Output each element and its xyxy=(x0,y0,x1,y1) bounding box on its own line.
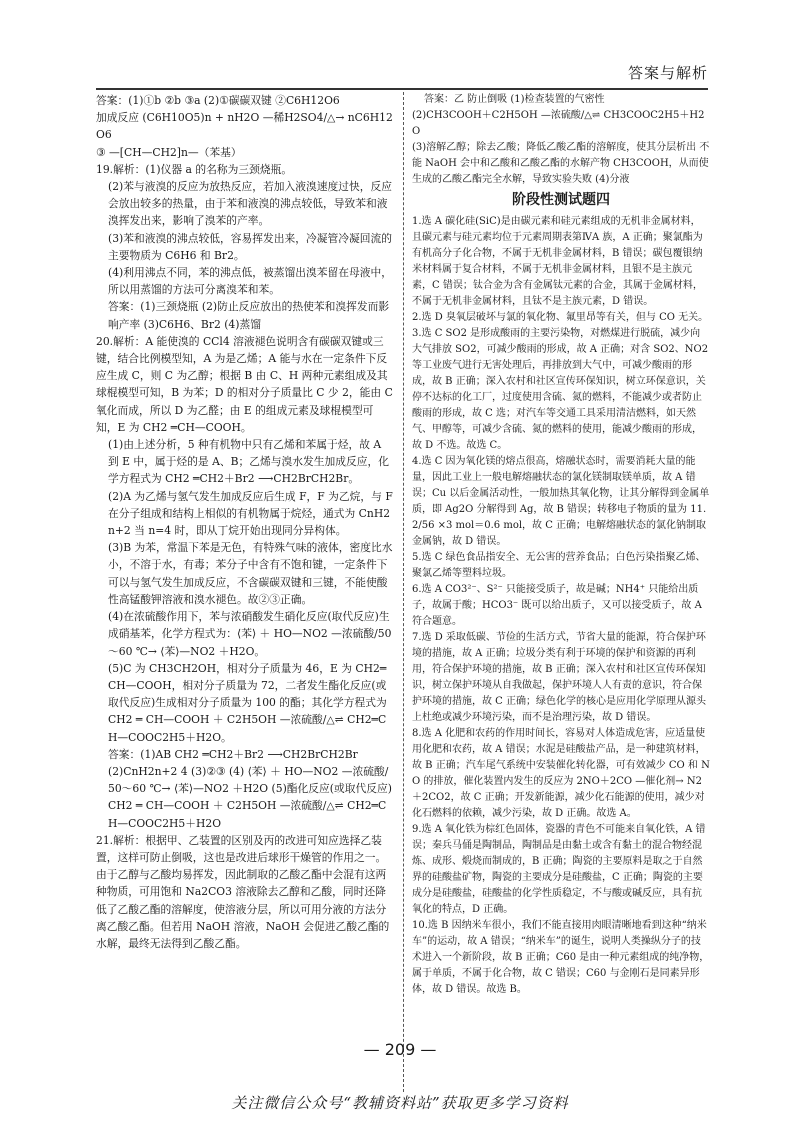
test4-q6: 6.选 A CO3²⁻、S²⁻ 只能接受质子，故是碱；NH4⁺ 只能给出质子，故属于酸；HCO3⁻ 既可以给出质子，又可以接受质子，故 A 符合题意。 xyxy=(412,584,702,627)
section-title: 阶段性测试题四 xyxy=(512,192,610,208)
left-column xyxy=(96,92,394,952)
q20-answer-cont: (2)CnH2n+2 4 (3)②③ (4) ⟨苯⟩ ＋ HO—NO2 —浓硫酸/50～60 ℃→ ⟨苯⟩—NO2 ＋H2O (5)酯化反应(或取代反应) CH2 ═ CH—COOH ＋ C2H5OH —浓硫酸/△⇌ CH2═CH—COOC2H5＋H2O xyxy=(108,764,392,830)
q19-analysis: 19.解析：(1)仪器 a 的名称为三颈烧瓶。 xyxy=(96,162,293,176)
q21-answer-3: (3)溶解乙醇；除去乙酸；降低乙酸乙酯的溶解度，使其分层析出 不能 NaOH 会中和乙酸和乙酸乙酯的水解产物 CH3COOH，从而使生成的乙酸乙酯完全水解，导致实验失败 (4)分液 xyxy=(412,142,710,185)
q20-part3: (3)B 为苯，常温下苯是无色，有特殊气味的液体，密度比水小，不溶于水，有毒；苯分子中含有不饱和键，一定条件下可以与氢气发生加成反应，不含碳碳双键和三键，不能使酸性高锰酸钾溶液和溴水褪色。故②③正确。 xyxy=(108,541,393,606)
footer-note: 关注微信公众号“教辅资料站”获取更多学习资料 xyxy=(231,1094,569,1112)
column-divider xyxy=(403,92,404,1092)
q19-part4: (4)利用沸点不同，苯的沸点低，被蒸馏出溴苯留在母液中，所以用蒸馏的方法可分离溴苯和苯。 xyxy=(108,266,392,297)
test4-q2: 2.选 D 臭氧层破坏与氯的氧化物、氟里昂等有关，但与 CO 无关。 xyxy=(412,312,709,323)
answer-18-polymer: ③ —[CH—CH2]n—（苯基） xyxy=(96,145,242,159)
q19-answer: 答案：(1)三颈烧瓶 (2)防止反应放出的热使苯和溴挥发而影响产率 (3)C6H6、Br2 (4)蒸馏 xyxy=(108,300,390,331)
q20-part4: (4)在浓硫酸作用下，苯与浓硝酸发生硝化反应(取代反应)生成硝基苯，化学方程式为：⟨苯⟩ ＋ HO—NO2 —浓硫酸/50～60 ℃→ ⟨苯⟩—NO2 ＋H2O。 xyxy=(108,610,392,658)
page-number: — 209 — xyxy=(363,1040,437,1059)
page-header xyxy=(96,48,708,90)
test4-q7: 7.选 D 采取低碳、节俭的生活方式，节省大量的能源，符合保护环境的措施，故 A 正确；垃圾分类有利于环境的保护和资源的再利用，符合保护环境的措施，故 B 正确；深入农村和社区宣传环保知识，树立保护环境从自我做起，保护环境人人有责的意识，符合保护环境的措施，故 C 正确；绿色化学的核心是应用化学原理从源头上杜绝或减少环境污染，而不是治理污染，故 D 错误。 xyxy=(412,632,707,723)
q19-part2: (2)苯与液溴的反应为放热反应，若加入液溴速度过快，反应会放出较多的热量，由于苯和液溴的沸点较低，导致苯和液溴挥发出来，影响了溴苯的产率。 xyxy=(108,180,392,228)
test4-q8: 8.选 A 化肥和农药的作用时间长，容易对人体造成危害，应适量使用化肥和农药，故 A 错误；水泥是硅酸盐产品，是一种建筑材料，故 B 正确；汽车尾气系统中安装催化转化器，可有效减少 CO 和 NO 的排放，催化装置内发生的反应为 2NO＋2CO —催化剂→ N2＋2CO2，故 C 正确；开发新能源，减少化石能源的使用，减少对化石燃料的依赖，减少污染，故 D 正确。故选 A。 xyxy=(412,728,710,819)
q21-analysis: 21.解析：根据甲、乙装置的区别及丙的改进可知应选择乙装置，这样可防止倒吸，这也是改进后球形干燥管的作用之一。由于乙醇与乙酸均易挥发，因此制取的乙酸乙酯中会混有这两种物质，可用饱和 Na2CO3 溶液除去乙醇和乙酸，同时还降低了乙酸乙酯的溶解度，使溶液分层，所以可用分液的方法分离乙酸乙酯。但若用 NaOH 溶液，NaOH 会促进乙酸乙酯的水解，最终无法得到乙酸乙酯。 xyxy=(96,833,390,950)
test4-q1: 1.选 A 碳化硅(SiC)是由碳元素和硅元素组成的无机非金属材料，且碳元素与硅元素均位于元素周期表第ⅣA 族，A 正确；聚氯酯为有机高分子化合物，不属于无机非金属材料，B 错误；碳包覆银纳米材料属于复合材料，不属于无机非金属材料，且银不是主族元素，C 错误；钛合金为含有金属钛元素的合金，其属于金属材料，不属于无机非金属材料，且钛不是主族元素，D 错误。 xyxy=(412,216,703,307)
right-column xyxy=(412,92,710,998)
q19-part3: (3)苯和液溴的沸点较低，容易挥发出来，冷凝管冷凝回流的主要物质为 C6H6 和 Br2。 xyxy=(108,231,392,262)
q21-answer: 答案：乙 防止倒吸 (1)检查装置的气密性 xyxy=(424,94,605,105)
q20-part1: (1)由上述分析，5 种有机物中只有乙烯和苯属于烃，故 A 到 E 中，属于烃的是 A、B；乙烯与溴水发生加成反应，化学方程式为 CH2 ═CH2＋Br2 ⟶CH2BrCH2Br。 xyxy=(108,438,390,486)
q21-answer-eq: (2)CH3COOH＋C2H5OH —浓硫酸/△⇌ CH3COOC2H5＋H2O xyxy=(412,110,705,137)
answer-18-reaction: 加成反应 (C6H10O5)n + nH2O —稀H2SO4/△→ nC6H12O6 xyxy=(96,111,393,142)
header-title: 答案与解析 xyxy=(627,64,708,82)
answer-18: 答案：(1)①b ②b ③a (2)①碳碳双键 ②C6H12O6 xyxy=(96,94,340,107)
test4-q10: 10.选 B 因纳米车很小，我们不能直接用肉眼清晰地看到这种“纳米车”的运动，故 A 错误；“纳米车”的诞生，说明人类操纵分子的技术进入一个新阶段，故 B 正确；C60 是由一种元素组成的纯净物，属于单质，不属于化合物，故 C 错误；C60 与金刚石是同素异形体，故 D 错误。故选 B。 xyxy=(412,920,710,995)
q20-analysis: 20.解析：A 能使溴的 CCl4 溶液褪色说明含有碳碳双键或三键，结合比例模型知，A 为是乙烯；A 能与水在一定条件下反应生成 C，则 C 为乙醇；根据 B 由 C、H 两种元素组成及其球棍模型可知，B 为苯；D 的相对分子质量比 C 少 2，能由 C 氧化而成，所以 D 为乙醛；由 E 的组成元素及球棍模型可知，E 为 CH2 ═CH—COOH。 xyxy=(96,334,393,434)
test4-q9: 9.选 A 氧化铁为棕红色固体，瓷器的青色不可能来自氧化铁，A 错误；秦兵马俑是陶制品，陶制品是由黏土或含有黏土的混合物经混炼、成形、煅烧而制成的，B 正确；陶瓷的主要原料是取之于自然界的硅酸盐矿物，陶瓷的主要成分是硅酸盐，C 正确；陶瓷的主要成分是硅酸盐，硅酸盐的化学性质稳定，不与酸或碱反应，具有抗氧化的特点，D 正确。 xyxy=(412,824,706,915)
test4-q4: 4.选 C 因为氧化镁的熔点很高，熔融状态时，需要消耗大量的能量，因此工业上一般电解熔融状态的氯化镁制取镁单质，故 A 错误；Cu 以后金属活动性，一般加热其氧化物，让其分解得到金属单质，即 Ag2O 分解得到 Ag，故 B 错误；转移电子物质的量为 11.2/56 ×3 mol＝0.6 mol，故 C 正确；电解熔融状态的氯化钠制取金属钠，故 D 错误。 xyxy=(412,456,710,547)
q20-part5: (5)C 为 CH3CH2OH，相对分子质量为 46，E 为 CH2═CH—COOH，相对分子质量为 72，二者发生酯化反应(或取代反应)生成相对分子质量为 100 的酯；其化学方程式为 CH2 ═ CH—COOH ＋ C2H5OH —浓硫酸/△⇌ CH2═CH—COOC2H5＋H2O。 xyxy=(108,661,387,744)
test4-q3: 3.选 C SO2 是形成酸雨的主要污染物，对燃煤进行脱硫，减少向大气排放 SO2，可减少酸雨的形成，故 A 正确；对含 SO2、NO2 等工业废气进行无害处理后，再排放到大气中，可减少酸雨的形成，故 B 正确；深入农村和社区宣传环保知识，树立环保意识，关停不达标的化工厂，过度使用含硫、氮的燃料，不能减少或者防止酸雨的形成，故 C 选；对汽车等交通工具采用清洁燃料，如天然气、甲醇等，可减少含硫、氮的燃料的使用，能减少酸雨的形成，故 D 不选。故选 C。 xyxy=(412,328,709,451)
test4-q5: 5.选 C 绿色食品指安全、无公害的营养食品；白色污染指聚乙烯、聚氯乙烯等塑料垃圾。 xyxy=(412,552,706,579)
q20-answer: 答案：(1)AB CH2 ═CH2＋Br2 ⟶CH2BrCH2Br xyxy=(108,747,358,761)
q20-part2: (2)A 为乙烯与氢气发生加成反应后生成 F，F 为乙烷，与 F 在分子组成和结构上相似的有机物属于烷烃，通式为 CnH2n+2 当 n=4 时，即从丁烷开始出现同分异构体。 xyxy=(108,489,393,538)
